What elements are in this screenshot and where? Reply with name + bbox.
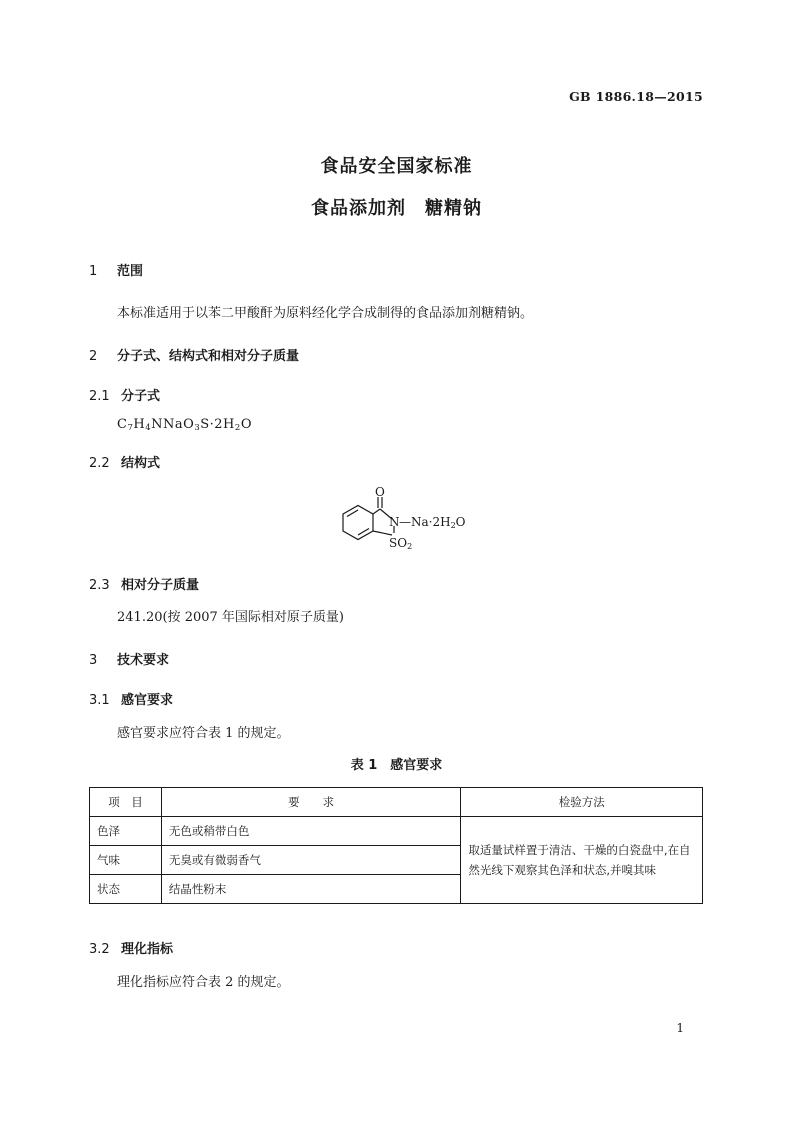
section-title: 感官要求 <box>121 693 174 708</box>
section-3-2-heading <box>89 938 173 957</box>
section-3-1-text: 感官要求应符合表 1 的规定。 <box>117 726 290 741</box>
section-number: 2.2 <box>89 456 110 471</box>
molecular-mass-text: 241.20(按 2007 年国际相对原子质量) <box>117 610 344 625</box>
section-2-1-heading <box>89 385 160 404</box>
header-method: 检验方法 <box>461 788 703 817</box>
inspection-method: 取适量试样置于清洁、干燥的白瓷盘中,在自然光线下观察其色泽和状态,并嗅其味 <box>461 817 703 904</box>
header-item: 项 目 <box>90 788 162 817</box>
section-1-heading <box>89 260 143 279</box>
section-title: 相对分子质量 <box>121 578 200 593</box>
sulfonyl-label: SO2 <box>389 536 413 551</box>
row-item: 色泽 <box>90 817 162 846</box>
section-1-text: 本标准适用于以苯二甲酸酐为原料经化学合成制得的食品添加剂糖精钠。 <box>117 306 534 321</box>
oxygen-label: O <box>375 485 385 499</box>
section-number: 1 <box>89 264 98 279</box>
structural-formula <box>318 480 508 556</box>
header-requirement: 要 求 <box>161 788 460 817</box>
table-header-row <box>90 788 703 817</box>
table-row <box>90 817 703 846</box>
standard-number: GB 1886.18—2015 <box>569 89 703 104</box>
row-requirement: 无臭或有微弱香气 <box>161 846 460 875</box>
row-item: 状态 <box>90 875 162 904</box>
section-2-3-heading <box>89 574 199 593</box>
page-number: 1 <box>676 1021 684 1035</box>
row-requirement: 结晶性粉末 <box>161 875 460 904</box>
section-3-1-heading <box>89 689 173 708</box>
section-number: 3.1 <box>89 693 110 708</box>
sensory-requirements-table <box>89 787 703 904</box>
row-requirement: 无色或稍带白色 <box>161 817 460 846</box>
section-number: 3.2 <box>89 942 110 957</box>
section-title: 技术要求 <box>117 653 170 668</box>
benzene-ring <box>343 506 373 540</box>
section-title: 结构式 <box>121 456 161 471</box>
section-number: 2 <box>89 349 98 364</box>
sodium-dihydrate-label: —Na·2H2O <box>399 515 466 530</box>
section-title: 分子式 <box>121 389 161 404</box>
section-3-2-text: 理化指标应符合表 2 的规定。 <box>117 975 290 990</box>
row-item: 气味 <box>90 846 162 875</box>
section-title: 分子式、结构式和相对分子质量 <box>117 349 300 364</box>
nitrogen-label: N <box>389 515 400 529</box>
section-2-2-heading <box>89 452 160 471</box>
section-3-heading <box>89 649 169 668</box>
section-title: 范围 <box>117 264 144 279</box>
section-number: 2.1 <box>89 389 110 404</box>
document-subtitle: 食品添加剂 糖精钠 <box>311 198 482 219</box>
document-title: 食品安全国家标准 <box>320 156 473 177</box>
molecular-formula: $C_7H_4NNaO_3S\cdot 2H_2O$ <box>117 417 252 433</box>
section-2-heading <box>89 345 299 364</box>
section-title: 理化指标 <box>121 942 174 957</box>
table-1-caption: 表 1 感官要求 <box>350 758 443 773</box>
section-number: 3 <box>89 653 98 668</box>
section-number: 2.3 <box>89 578 110 593</box>
